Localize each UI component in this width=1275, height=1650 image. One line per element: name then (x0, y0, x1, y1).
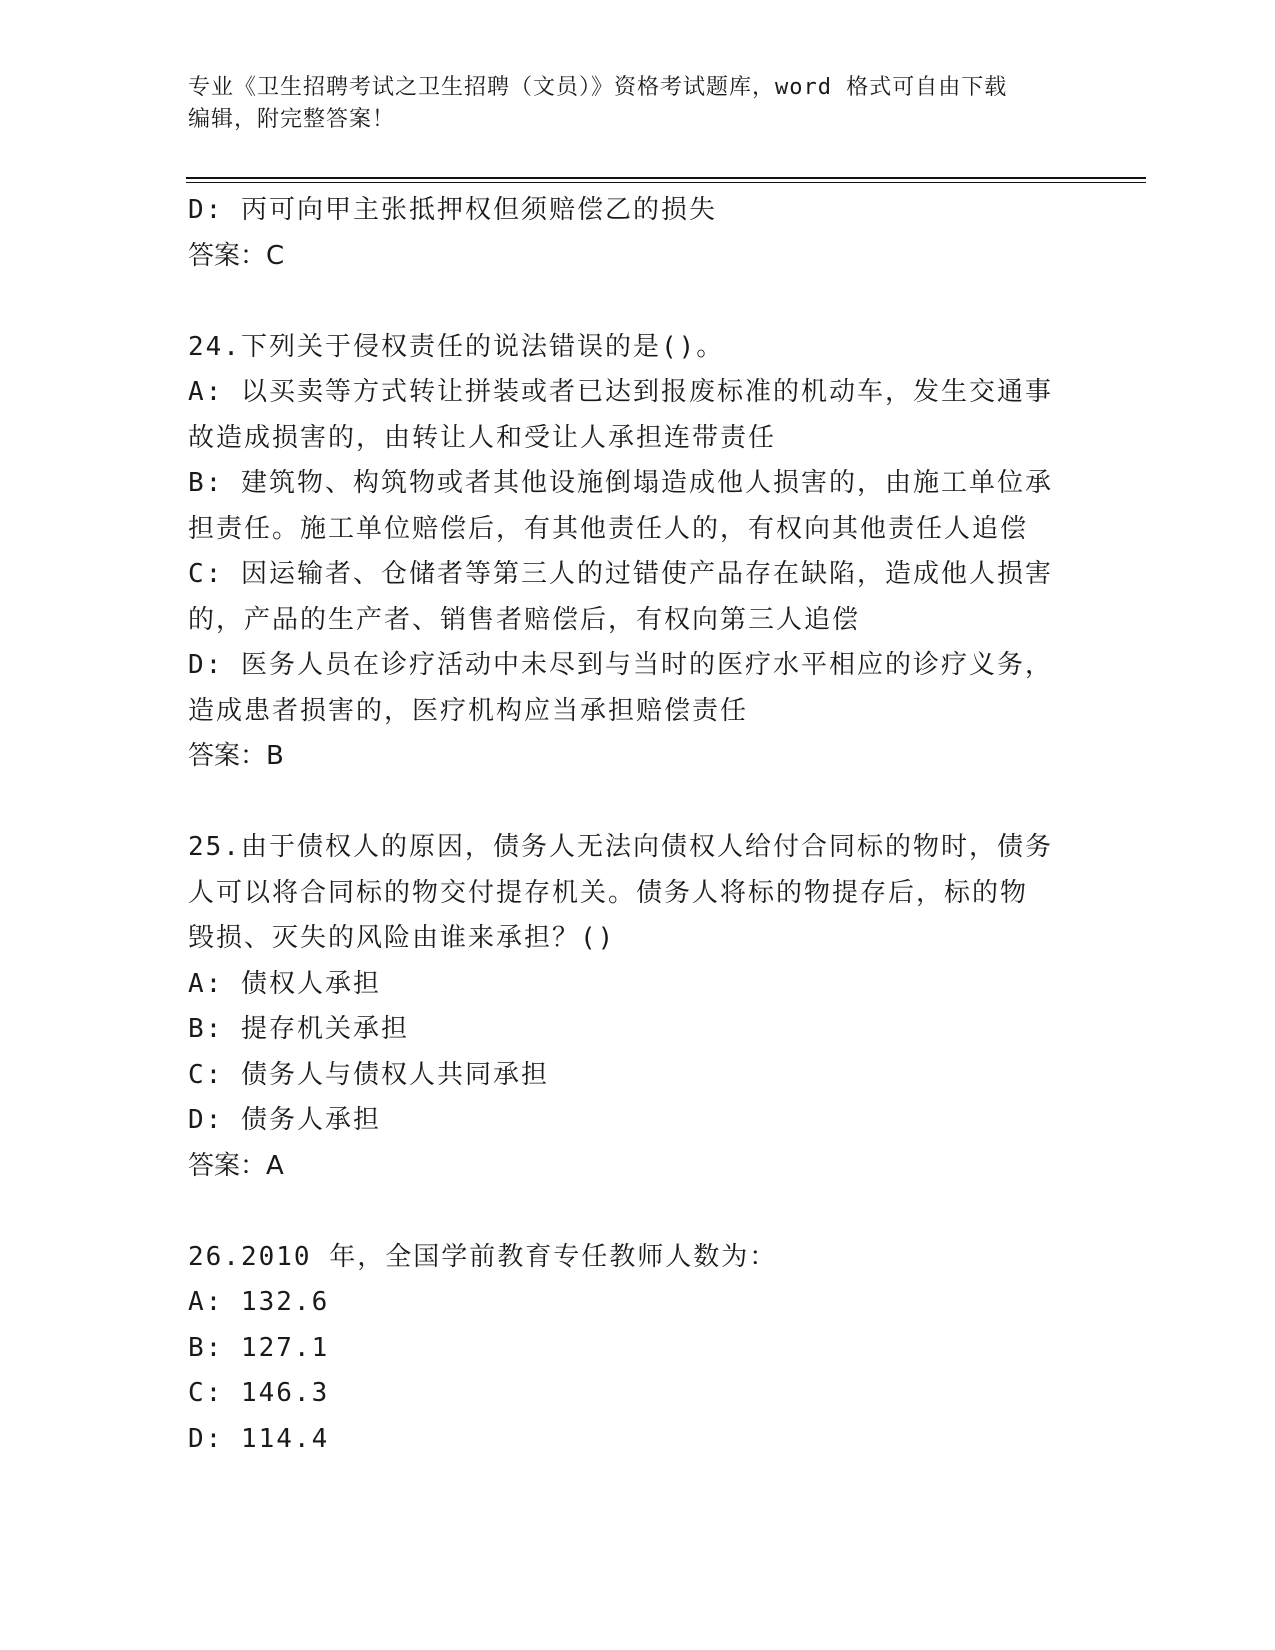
q24-answer: 答案：B (188, 741, 284, 771)
q25-stem-line-1: 25.由于债权人的原因，债务人无法向债权人给付合同标的物时，债务 (188, 832, 1053, 862)
q24-option-c-line-2: 的，产品的生产者、销售者赔偿后，有权向第三人追偿 (188, 604, 861, 635)
question-24 (188, 325, 1088, 780)
header-rule-thin (186, 182, 1146, 183)
q25-stem-line-3: 毁损、灭失的风险由谁来承担？() (188, 923, 616, 953)
q25-answer: 答案：A (188, 1150, 284, 1181)
q26-option-d: D: 114.4 (188, 1423, 330, 1454)
question-26 (188, 1235, 1088, 1463)
spacer (188, 780, 1088, 826)
q26-option-c: C: 146.3 (188, 1378, 330, 1408)
q25-option-c: C: 债务人与债权人共同承担 (188, 1059, 549, 1090)
q26-option-b: B: 127.1 (188, 1332, 330, 1363)
q24-option-a-line-1: A: 以买卖等方式转让拼装或者已达到报废标准的机动车，发生交通事 (188, 377, 1053, 407)
q24-option-b-line-1: B: 建筑物、构筑物或者其他设施倒塌造成他人损害的，由施工单位承 (188, 468, 1053, 498)
question-23 (188, 188, 1088, 279)
q24-option-d-line-1: D: 医务人员在诊疗活动中未尽到与当时的医疗水平相应的诊疗义务， (188, 650, 1053, 680)
q26-option-a: A: 132.6 (188, 1287, 330, 1317)
q25-stem-line-2: 人可以将合同标的物交付提存机关。债务人将标的物提存后，标的物 (188, 877, 1029, 908)
q23-answer: 答案：C (188, 240, 285, 271)
header-rule-thick (186, 177, 1146, 179)
q24-option-b-line-2: 担责任。施工单位赔偿后，有其他责任人的，有权向其他责任人追偿 (188, 513, 1029, 544)
q24-option-a-line-2: 故造成损害的，由转让人和受让人承担连带责任 (188, 422, 777, 453)
spacer (188, 279, 1088, 325)
q24-option-d-line-2: 造成患者损害的，医疗机构应当承担赔偿责任 (188, 695, 749, 726)
question-content (188, 188, 1088, 1462)
header-line-1: 专业《卫生招聘考试之卫生招聘（文员）》资格考试题库，word 格式可自由下载 (188, 75, 1008, 100)
q25-option-b: B: 提存机关承担 (188, 1014, 409, 1044)
spacer (188, 1189, 1088, 1235)
document-header (188, 72, 1068, 136)
header-line-2: 编辑，附完整答案！ (188, 107, 396, 132)
q24-stem: 24.下列关于侵权责任的说法错误的是()。 (188, 331, 725, 362)
q25-option-d: D: 债务人承担 (188, 1105, 381, 1135)
q26-stem: 26.2010 年，全国学前教育专任教师人数为： (188, 1241, 778, 1272)
question-25 (188, 825, 1088, 1189)
q25-option-a: A: 债权人承担 (188, 968, 381, 999)
q24-option-c-line-1: C: 因运输者、仓储者等第三人的过错使产品存在缺陷，造成他人损害 (188, 559, 1053, 589)
q23-option-d: D: 丙可向甲主张抵押权但须赔偿乙的损失 (188, 195, 717, 225)
